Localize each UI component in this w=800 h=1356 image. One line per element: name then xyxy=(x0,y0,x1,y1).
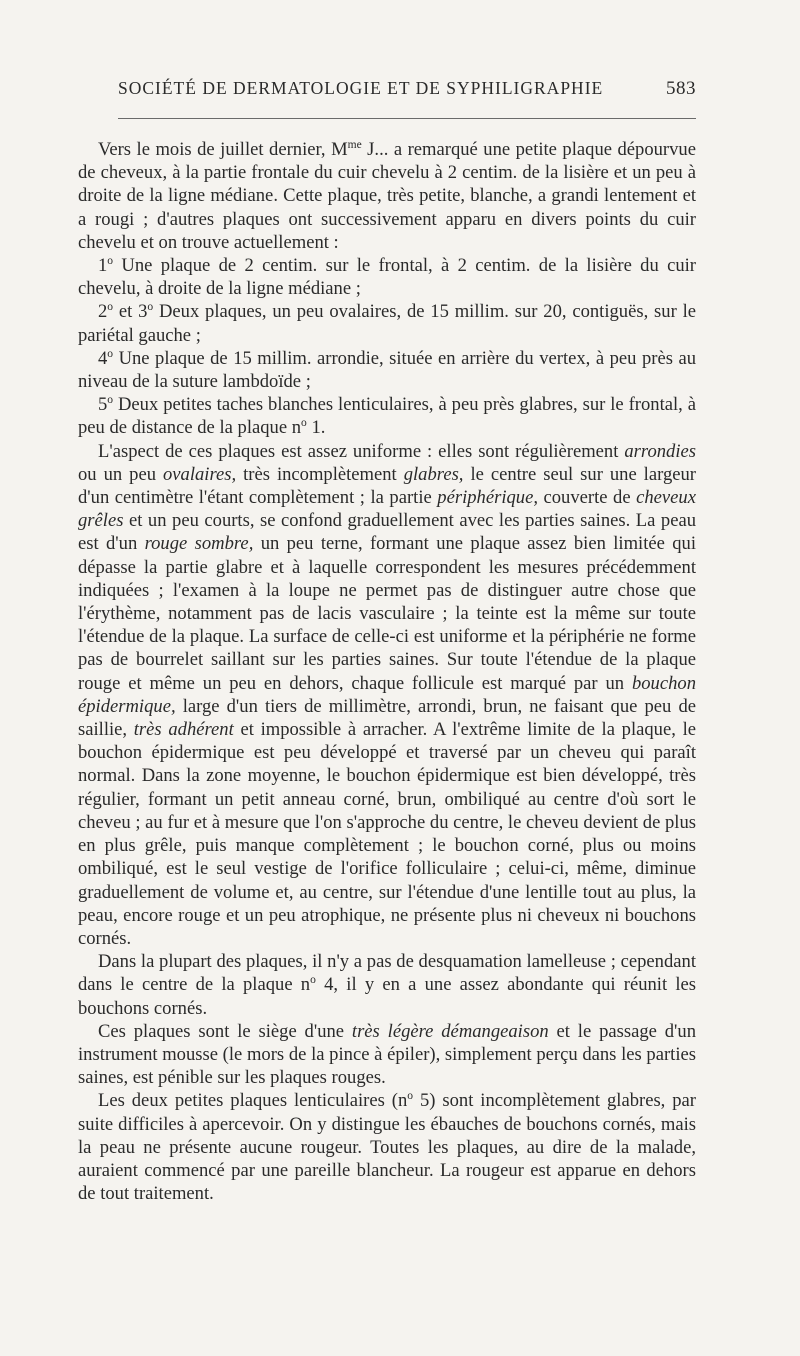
text-run: Dans la plupart des plaques, il n'y a pas de desquamation lamelleuse ; cependant dans le centre de la plaque n xyxy=(78,951,696,996)
text-run: 1 xyxy=(98,255,108,277)
italic-text: très légère démangeaison xyxy=(351,1020,549,1042)
paragraph xyxy=(78,393,696,439)
text-run: un peu terne, formant une plaque assez bien limitée qui dépasse la partie glabre et à laquelle correspondent les mesures précédemment indiquées ; l'examen à la loupe ne permet pas de distinguer autre chose que l'érythème, notamment pas de lacis vasculaire ; la teinte est la même sur toute l'étendue de la plaque. La surface de celle-ci est uniforme et la périphérie ne forme pas de bourrelet saillant sur les parties saines. Sur toute l'étendue de la plaque rouge et même un peu en dehors, chaque follicule est marqué par un xyxy=(78,533,696,694)
superscript: o xyxy=(107,254,114,267)
text-run: large d'un tiers de millimètre, arrondi, brun, ne faisant que peu de saillie, xyxy=(78,695,696,741)
text-run: Deux plaques, un peu ovalaires, de 15 millim. sur 20, contiguës, sur le pariétal gauche ; xyxy=(78,301,696,346)
running-header xyxy=(118,78,696,108)
superscript: o xyxy=(301,417,307,430)
text-run: 4 xyxy=(98,347,108,369)
text-run: Vers le mois de juillet dernier, M xyxy=(98,139,348,160)
text-run: 1. xyxy=(306,417,326,439)
text-run: couverte de xyxy=(537,487,637,509)
body-text xyxy=(78,138,696,1205)
paragraph xyxy=(78,300,696,346)
text-run: Une plaque de 2 centim. sur le frontal, à 2 centim. de la lisière du cuir chevelu, à droite de la ligne médiane ; xyxy=(78,255,696,300)
text-run: L'aspect de ces plaques est assez uniforme : elles sont régulièrement xyxy=(98,440,625,462)
text-run: 5) sont incomplètement glabres, par suite difficiles à apercevoir. On y distingue les ébauches de bouchons cornés, mais la peau ne présente aucune rougeur. Toutes les plaques, au dire de la malade, auraient commencé par une pareille blancheur. La rougeur est apparue en dehors de tout traitement. xyxy=(78,1090,696,1205)
paragraph xyxy=(78,440,696,950)
italic-text: ovalaires, xyxy=(162,463,237,485)
superscript: o xyxy=(107,394,114,407)
superscript: o xyxy=(147,301,154,314)
text-run: Deux petites taches blanches lenticulaires, à peu près glabres, sur le frontal, à peu de distance de la plaque n xyxy=(78,394,696,439)
text-run: ou un peu xyxy=(78,463,163,485)
superscript: o xyxy=(310,974,316,987)
text-run: 2 xyxy=(98,301,108,323)
paragraph xyxy=(78,347,696,393)
italic-text: périphérique, xyxy=(437,487,538,509)
superscript: o xyxy=(107,347,114,360)
text-run: Ces plaques sont le siège d'une xyxy=(98,1020,352,1042)
header-rule xyxy=(118,118,696,119)
italic-text: glabres, xyxy=(403,463,464,485)
text-run: Une plaque de 15 millim. arrondie, située en arrière du vertex, à peu près au niveau de la suture lambdoïde ; xyxy=(78,347,696,393)
superscript: me xyxy=(347,138,362,151)
italic-text: très adhérent xyxy=(133,719,234,741)
text-run: et impossible à arracher. A l'extrême limite de la plaque, le bouchon épidermique est peu développé et traversé par un cheveu qui paraît normal. Dans la zone moyenne, le bouchon épidermique est bien développé, très régulier, formant un petit anneau corné, brun, ombiliqué au centre d'où sort le cheveu ; au fur et à mesure que l'on s'approche du centre, le cheveu devient de plus en plus grêle, puis manque complètement ; le bouchon corné, plus ou moins ombiliqué, est le seul vestige de l'orifice folliculaire ; celui-ci, même, diminue graduellement de volume et, au centre, sur l'étendue d'une lentille tout au plus, la peau, encore rouge et un peu atrophique, ne présente plus ni cheveux ni bouchons cornés. xyxy=(78,719,696,949)
paragraph xyxy=(78,950,696,1020)
text-run: 4, il y en a une assez abondante qui réunit les bouchons cornés. xyxy=(78,974,697,1019)
running-title: SOCIÉTÉ DE DERMATOLOGIE ET DE SYPHILIGRAPHIE xyxy=(118,78,604,98)
text-run: J... a remarqué une petite plaque dépourvue de cheveux, à la partie frontale du cuir chevelu à 2 centim. de la lisière et un peu à droite de la ligne médiane. Cette plaque, très petite, blanche, a grandi lentement et a rougi ; d'autres plaques ont successivement apparu en divers points du cuir chevelu et on trouve actuellement : xyxy=(78,139,696,253)
text-run: le centre seul sur une largeur d'un centimètre l'étant complètement ; la partie xyxy=(78,463,696,509)
italic-text: cheveux grêles xyxy=(78,487,696,532)
text-run: Les deux petites plaques lenticulaires (n xyxy=(98,1090,408,1112)
italic-text: bouchon épidermique, xyxy=(78,672,696,717)
paragraph xyxy=(78,1089,696,1205)
italic-text: rouge sombre, xyxy=(144,533,254,555)
paragraph xyxy=(78,138,696,254)
text-run: et le passage d'un instrument mousse (le mors de la pince à épiler), simplement perçu dans les parties saines, est pénible sur les plaques rouges. xyxy=(78,1020,696,1089)
paragraph xyxy=(78,1020,696,1090)
text-run: et un peu courts, se confond graduellement avec les parties saines. La peau est d'un xyxy=(78,510,696,555)
text-run: 5 xyxy=(98,394,108,416)
page-number: 583 xyxy=(666,78,696,99)
text-run: et 3 xyxy=(113,301,148,323)
paragraph xyxy=(78,254,696,300)
superscript: o xyxy=(407,1090,414,1103)
italic-text: arrondies xyxy=(624,440,696,462)
superscript: o xyxy=(107,301,114,314)
text-run: très incomplètement xyxy=(236,463,404,485)
